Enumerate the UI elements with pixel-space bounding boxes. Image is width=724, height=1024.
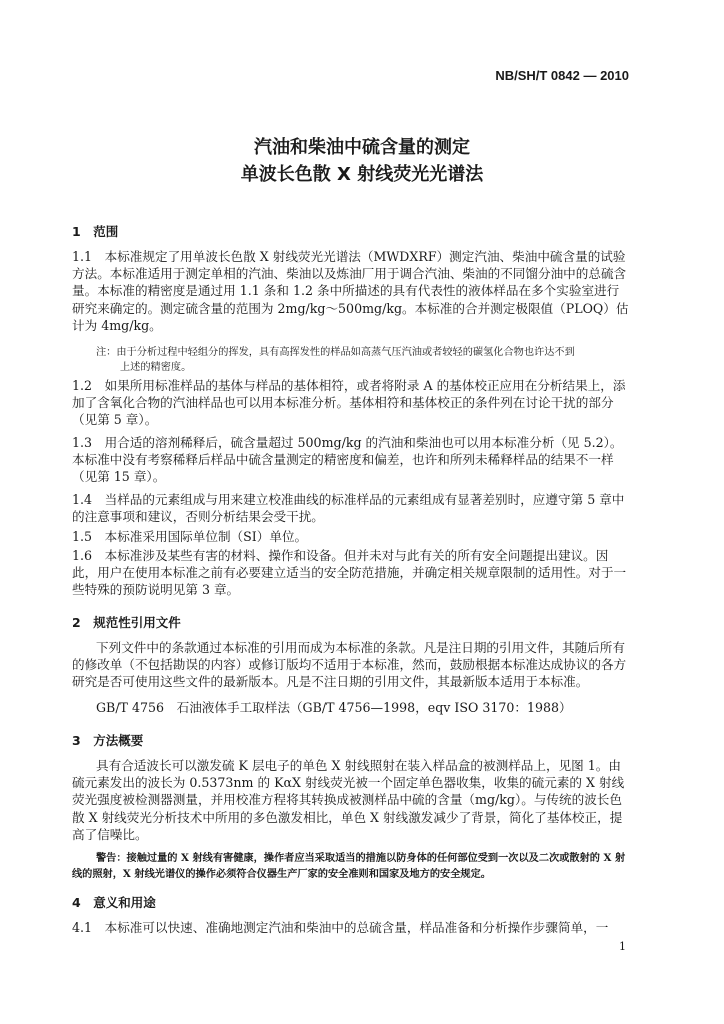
clause-1-5: 1.5 本标准采用国际单位制（SI）单位。 <box>72 529 308 544</box>
safety-warning: 警告：接触过量的 X 射线有害健康，操作者应当采取适当的措施以防身体的任何部位受到一次以及二次或散射的 X 射线的照射，X 射线光谱仪的操作必须符合仪器生产厂家的安全准则和国家及地方的安全规定。 <box>72 852 626 880</box>
section-3-heading: 3 方法概要 <box>72 733 144 748</box>
clause-1-2: 1.2 如果所用标准样品的基体与样品的基体相符，或者将附录 A 的基体校正应用在分析结果上，添加了含氧化合物的汽油样品也可以用本标准分析。基体相符和基体校正的条件列在讨论干扰的部分（见第 5 章）。 <box>72 378 626 428</box>
section-1-heading: 1 范围 <box>72 224 119 239</box>
normative-reference: GB/T 4756 石油液体手工取样法（GB/T 4756—1998，eqv ISO 3170：1988） <box>96 700 572 715</box>
standard-code: NB/SH/T 0842 — 2010 <box>495 68 629 83</box>
document-title-line-1: 汽油和柴油中硫含量的测定 <box>254 137 470 158</box>
section-2-paragraph: 下列文件中的条款通过本标准的引用而成为本标准的条款。凡是注日期的引用文件，其随后所有的修改单（不包括勘误的内容）或修订版均不适用于本标准，然而，鼓励根据本标准达成协议的各方研究是否可使用这些文件的最新版本。凡是不注日期的引用文件，其最新版本适用于本标准。 <box>72 640 627 690</box>
section-2-heading: 2 规范性引用文件 <box>72 615 181 630</box>
note-1 <box>96 345 630 375</box>
clause-1-4: 1.4 当样品的元素组成与用来建立校准曲线的标准样品的元素组成有显著差别时，应遵守第 5 章中的注意事项和建议，否则分析结果会受干扰。 <box>72 492 625 525</box>
section-3-paragraph: 具有合适波长可以激发硫 K 层电子的单色 X 射线照射在装入样品盒的被测样品上，见图 1。由硫元素发出的波长为 0.5373nm 的 KαX 射线荧光被一个固定单色器收集，收集的硫元素的 X 射线荧光强度被检测器测量，并用校准方程将其转换成被测样品中硫的含量（mg/kg）。与传统的波长色散 X 射线荧光分析技术中所用的多色激发相比，单色 X 射线激发减少了背景，简化了基体校正，提高了信噪比。 <box>72 758 625 842</box>
section-4-heading: 4 意义和用途 <box>72 895 156 910</box>
note-line-1: 注：由于分析过程中轻组分的挥发，具有高挥发性的样品如高蒸气压汽油或者较轻的碳氢化合物也许达不到 <box>96 347 575 358</box>
note-line-2: 上述的精密度。 <box>120 362 192 373</box>
clause-1-1: 1.1 本标准规定了用单波长色散 X 射线荧光光谱法（MWDXRF）测定汽油、柴油中硫含量的试验方法。本标准适用于测定单相的汽油、柴油以及炼油厂用于调合汽油、柴油的不同馏分油中的总硫含量。本标准的精密度是通过用 1.1 条和 1.2 条中所描述的具有代表性的液体样品在多个实验室进行研究来确定的。测定硫含量的范围为 2mg/kg～500mg/kg。本标准的合并测定极限值（PLOQ）估计为 4mg/kg。 <box>72 249 629 333</box>
clause-1-6: 1.6 本标准涉及某些有害的材料、操作和设备。但并未对与此有关的所有安全问题提出建议。因此，用户在使用本标准之前有必要建立适当的安全防范措施，并确定相关规章限制的适用性。对于一些特殊的预防说明见第 3 章。 <box>72 548 627 598</box>
clause-1-3: 1.3 用合适的溶剂稀释后，硫含量超过 500mg/kg 的汽油和柴油也可以用本标准分析（见 5.2）。本标准中没有考察稀释后样品中硫含量测定的精密度和偏差，也许和所列未稀释样品的结果不一样（见第 15 章）。 <box>72 435 623 485</box>
page-number: 1 <box>619 940 626 953</box>
document-title-line-2: 单波长色散 X 射线荧光光谱法 <box>240 164 484 185</box>
clause-4-1: 4.1 本标准可以快速、准确地测定汽油和柴油中的总硫含量，样品准备和分析操作步骤简单，一 <box>72 920 609 935</box>
